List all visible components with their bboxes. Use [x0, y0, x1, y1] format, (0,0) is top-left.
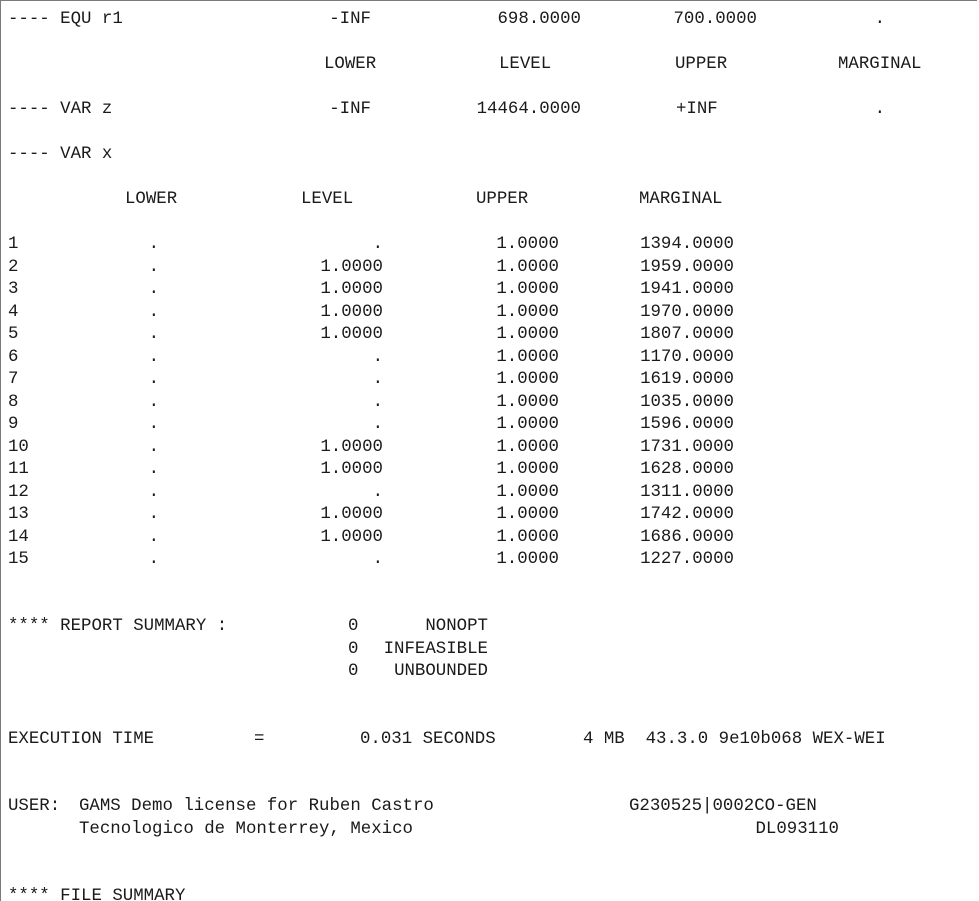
var-x-row-index: 10: [8, 437, 29, 457]
var-x-row-lower: .: [148, 280, 159, 299]
var-x-row-marginal: 1035.0000: [640, 392, 734, 412]
var-x-row-level: .: [372, 482, 383, 502]
summary-count: 0: [348, 639, 359, 659]
var-x-row-marginal: 1619.0000: [640, 370, 734, 389]
var-x-row-level: 1.0000: [320, 257, 383, 277]
var-x-row-level: .: [372, 415, 383, 434]
var-x-row-upper: 1.0000: [496, 437, 559, 457]
equ-r1-label: ---- EQU r1: [8, 10, 123, 29]
var-x-row-lower: .: [148, 415, 159, 434]
var-x-row-lower: .: [148, 505, 159, 524]
var-x-row-lower: .: [148, 370, 159, 389]
var-x-row-marginal: 1731.0000: [640, 437, 734, 457]
var-x-row-marginal: 1596.0000: [640, 415, 734, 434]
equ-r1-level: 698.0000: [497, 10, 581, 29]
var-x-row-index: 14: [8, 527, 29, 547]
var-x-row-level: .: [372, 550, 383, 569]
var-x-row-index: 6: [8, 347, 19, 367]
var-x-row-marginal: 1227.0000: [640, 550, 734, 569]
var-x-row-upper: 1.0000: [496, 505, 559, 524]
var-x-row-index: 2: [8, 257, 19, 277]
var-x-row-marginal: 1628.0000: [640, 460, 734, 479]
equ-r1-marginal: .: [874, 10, 885, 29]
var-x-row-marginal: 1959.0000: [640, 257, 734, 277]
var-x-header-upper: UPPER: [476, 190, 529, 209]
var-x-row-index: 7: [8, 370, 19, 389]
var-x-row-index: 4: [8, 302, 19, 322]
var-x-row-index: 8: [8, 392, 19, 412]
execution-time-label: EXECUTION TIME: [8, 730, 155, 749]
var-x-row-upper: 1.0000: [496, 482, 559, 502]
var-z-level: 14464.0000: [476, 100, 581, 119]
var-x-row-lower: .: [148, 392, 159, 412]
execution-time-value: 0.031 SECONDS: [360, 730, 496, 749]
var-x-row-upper: 1.0000: [496, 257, 559, 277]
var-x-row-marginal: 1394.0000: [640, 235, 734, 254]
var-z-marginal: .: [874, 100, 885, 119]
var-x-row-lower: .: [148, 347, 159, 367]
var-x-row-marginal: 1941.0000: [640, 280, 734, 299]
summary-label: UNBOUNDED: [394, 662, 488, 681]
execution-equals: =: [254, 730, 265, 749]
summary-label: NONOPT: [425, 617, 488, 636]
col-header-marginal: MARGINAL: [838, 55, 922, 74]
report-summary-label: **** REPORT SUMMARY :: [8, 617, 228, 636]
var-x-row-level: .: [372, 235, 383, 254]
var-z-lower: -INF: [329, 100, 371, 119]
var-x-row-upper: 1.0000: [496, 527, 559, 547]
equ-r1-upper: 700.0000: [673, 10, 757, 29]
col-header-level: LEVEL: [499, 55, 552, 74]
var-x-row-upper: 1.0000: [496, 370, 559, 389]
var-x-row-upper: 1.0000: [496, 550, 559, 569]
var-x-row-marginal: 1311.0000: [640, 482, 734, 502]
var-x-row-index: 13: [8, 505, 29, 524]
var-x-row-level: 1.0000: [320, 325, 383, 344]
var-x-row-level: .: [372, 392, 383, 412]
var-x-row-level: .: [372, 347, 383, 367]
summary-label: INFEASIBLE: [383, 639, 488, 659]
var-x-row-level: 1.0000: [320, 527, 383, 547]
var-x-row-lower: .: [148, 527, 159, 547]
user-label: USER:: [8, 797, 61, 816]
var-x-row-marginal: 1170.0000: [640, 347, 734, 367]
var-x-row-lower: .: [148, 482, 159, 502]
user-institution: Tecnologico de Monterrey, Mexico: [79, 820, 413, 839]
var-x-row-index: 15: [8, 550, 29, 569]
col-header-upper: UPPER: [675, 55, 728, 74]
var-x-row-level: .: [372, 370, 383, 389]
execution-info: 4 MB 43.3.0 9e10b068 WEX-WEI: [583, 730, 886, 749]
var-x-row-marginal: 1686.0000: [640, 527, 734, 547]
var-x-row-upper: 1.0000: [496, 302, 559, 322]
var-x-row-level: 1.0000: [320, 280, 383, 299]
var-x-row-upper: 1.0000: [496, 347, 559, 367]
var-x-row-lower: .: [148, 550, 159, 569]
var-x-row-lower: .: [148, 460, 159, 479]
var-x-row-index: 3: [8, 280, 19, 299]
var-x-row-level: 1.0000: [320, 505, 383, 524]
var-x-row-upper: 1.0000: [496, 235, 559, 254]
var-x-row-lower: .: [148, 325, 159, 344]
summary-count: 0: [348, 662, 359, 681]
equ-r1-lower: -INF: [329, 10, 371, 29]
var-x-header-marginal: MARGINAL: [639, 190, 723, 209]
var-x-row-lower: .: [148, 257, 159, 277]
var-x-header-level: LEVEL: [301, 190, 354, 209]
var-x-row-index: 11: [8, 460, 29, 479]
license-code: G230525|0002CO-GEN: [629, 797, 817, 816]
var-x-row-level: 1.0000: [320, 437, 383, 457]
var-x-row-index: 5: [8, 325, 19, 344]
var-x-row-upper: 1.0000: [496, 325, 559, 344]
var-x-label: ---- VAR x: [8, 145, 113, 164]
var-x-row-index: 12: [8, 482, 29, 502]
var-x-row-lower: .: [148, 235, 159, 254]
summary-count: 0: [348, 617, 359, 636]
var-x-row-marginal: 1970.0000: [640, 302, 734, 322]
license-id: DL093110: [755, 820, 839, 839]
user-license: GAMS Demo license for Ruben Castro: [79, 797, 434, 816]
var-x-header-lower: LOWER: [125, 190, 178, 209]
var-x-row-level: 1.0000: [320, 302, 383, 322]
var-x-row-index: 9: [8, 415, 19, 434]
col-header-lower: LOWER: [324, 55, 377, 74]
var-x-row-marginal: 1807.0000: [640, 325, 734, 344]
file-summary-label: **** FILE SUMMARY: [8, 887, 186, 901]
var-x-row-upper: 1.0000: [496, 415, 559, 434]
var-x-row-lower: .: [148, 302, 159, 322]
var-x-row-lower: .: [148, 437, 159, 457]
var-z-upper: +INF: [676, 100, 718, 119]
var-x-row-level: 1.0000: [320, 460, 383, 479]
var-x-row-marginal: 1742.0000: [640, 505, 734, 524]
var-x-row-upper: 1.0000: [496, 460, 559, 479]
var-x-row-upper: 1.0000: [496, 392, 559, 412]
var-x-row-index: 1: [8, 235, 19, 254]
var-z-label: ---- VAR z: [8, 100, 113, 119]
var-x-row-upper: 1.0000: [496, 280, 559, 299]
